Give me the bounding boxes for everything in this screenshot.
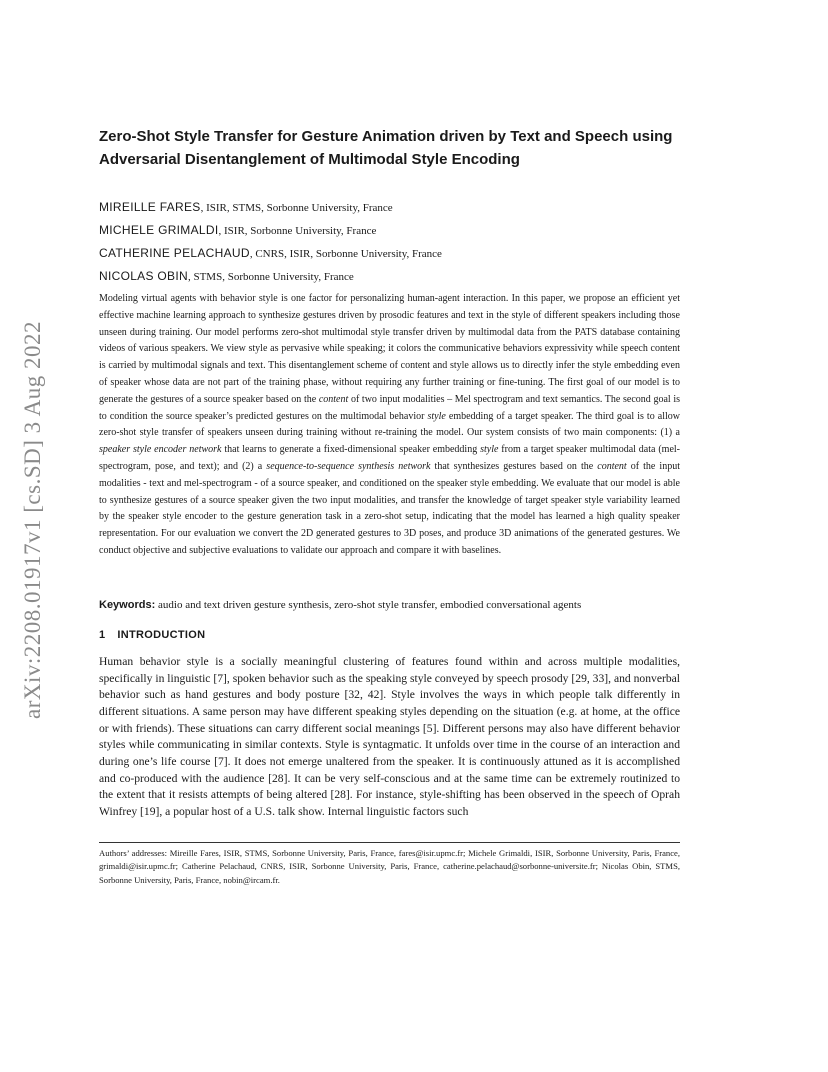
author-affiliation: , STMS, Sorbonne University, France (187, 271, 354, 283)
abstract-text: that learns to generate a fixed-dimensional speaker embedding (221, 444, 481, 456)
abstract-text: of the input modalities - text and mel-spectrogram - of a source speaker, and conditioned on the speaker style embedding. We evaluate that our model is able to synthesize gestures of a source speaker given the two input modalities, and transfer the knowledge of target speaker style variability learned by the speaker style encoder to the gesture generation task in a zero-shot setup, indicating that the model has learned a high quality speaker representation. For our evaluation we convert the 2D generated gestures to 3D poses, and produce 3D animations of the generated gestures. We conduct objective and subjective evaluations to validate our approach and compare it with baselines. (99, 460, 680, 556)
author-entry (99, 219, 719, 242)
author-name: CATHERINE PELACHAUD (99, 246, 250, 260)
author-addresses-footnote: Authors’ addresses: Mireille Fares, ISIR, STMS, Sorbonne University, Paris, France, fares@isir.upmc.fr; Michele Grimaldi, ISIR, Sorbonne University, Paris, France, grimaldi@isir.upmc.fr; Catherine Pelachaud, CNRS, ISIR, Sorbonne University, Paris, France, catherine.pelachaud@sorbonne-universite.fr; Nicolas Obin, STMS, Sorbonne University, Paris, France, nobin@ircam.fr. (99, 848, 680, 885)
keywords (99, 597, 689, 613)
section-heading (99, 629, 205, 641)
abstract-emphasis: sequence-to-sequence synthesis network (266, 460, 431, 472)
footnote-divider (99, 842, 680, 843)
author-name: NICOLAS OBIN (99, 269, 188, 283)
abstract-text: of two input modalities – Mel spectrogram and text semantics. The second goal is to condition the source speaker’s predicted gestures on the multimodal behavior (99, 393, 680, 422)
section-number: 1 (99, 629, 106, 641)
abstract-emphasis: speaker style encoder network (99, 444, 222, 456)
abstract-text: from a target speaker multimodal data (mel-spectrogram, pose, and text); and (2) a (99, 444, 680, 472)
abstract-text: Modeling virtual agents with behavior style is one factor for personalizing human-agent interaction. In this paper, we propose an efficient yet effective machine learning approach to synthesize gestures driven by prosodic features and text in the style of different speakers including those unseen during training. Our model performs zero-shot multimodal style transfer driven by multimodal data from the PATS database containing videos of various speakers. We view style as pervasive while speaking; it colors the communicative behaviors expressivity while speech content is carried by multimodal signals and text. This disentanglement scheme of content and style allows us to directly infer the style embedding even of speaker whose data are not part of the training phase, without requiring any further training or fine-tuning. The first goal of our model is to generate the gestures of a source speaker based on the (99, 293, 680, 405)
keywords-text: audio and text driven gesture synthesis, zero-shot style transfer, embodied conversational agents (155, 599, 582, 611)
author-entry (99, 196, 719, 219)
author-affiliation: , CNRS, ISIR, Sorbonne University, France (249, 248, 442, 260)
author-entry (99, 265, 719, 288)
author-list (99, 196, 719, 288)
introduction-paragraph: Human behavior style is a socially meaningful clustering of features found within and across multiple modalities, specifically in linguistic [7], spoken behavior such as the speaking style conveyed by speech prosody [29, 33], and nonverbal behavior such as hand gestures and body posture [32, 42]. Style involves the ways in which people talk differently in different situations. A same person may have different speaking styles depending on the situation (e.g. at home, at the office or with friends). These situations can carry different social meanings [5]. Different persons may also have different behavior styles while communicating in similar contexts. Style is syntagmatic. It unfolds over time in the course of an interaction and during one’s life course [7]. It does not emerge unaltered from the speaker. It is continuously attuned as it is accomplished and co-produced with the audience [28]. It can be very self-conscious and at the same time can be extremely routinized to the extent that it resists attempts of being altered [28]. For instance, style-shifting has been observed in the speech of Oprah Winfrey [19], a popular host of a U.S. talk show. Internal linguistic factors such (99, 655, 680, 818)
author-name: MICHELE GRIMALDI (99, 223, 219, 237)
author-entry (99, 242, 719, 265)
author-affiliation: , ISIR, Sorbonne University, France (218, 225, 377, 237)
keywords-label: Keywords: (99, 599, 156, 611)
abstract-emphasis: style (480, 444, 499, 456)
paper-title: Zero-Shot Style Transfer for Gesture Animation driven by Text and Speech using Adversarial Disentanglement of Multimodal Style Encoding (99, 128, 673, 168)
author-affiliation: , ISIR, STMS, Sorbonne University, France (200, 202, 393, 214)
abstract-emphasis: content (597, 460, 627, 472)
abstract-emphasis: style (427, 410, 446, 422)
abstract-text: embedding of a target speaker. The third goal is to allow zero-shot style transfer of speakers unseen during training without re-training the model. Our system consists of two main components: (1) a (99, 410, 680, 439)
section-title: INTRODUCTION (117, 629, 206, 641)
arxiv-identifier: arXiv:2208.01917v1 [cs.SD] 3 Aug 2022 (20, 321, 45, 719)
abstract (99, 291, 680, 560)
author-name: MIREILLE FARES (99, 200, 201, 214)
abstract-text: that synthesizes gestures based on the (430, 460, 598, 472)
abstract-emphasis: content (318, 393, 349, 405)
